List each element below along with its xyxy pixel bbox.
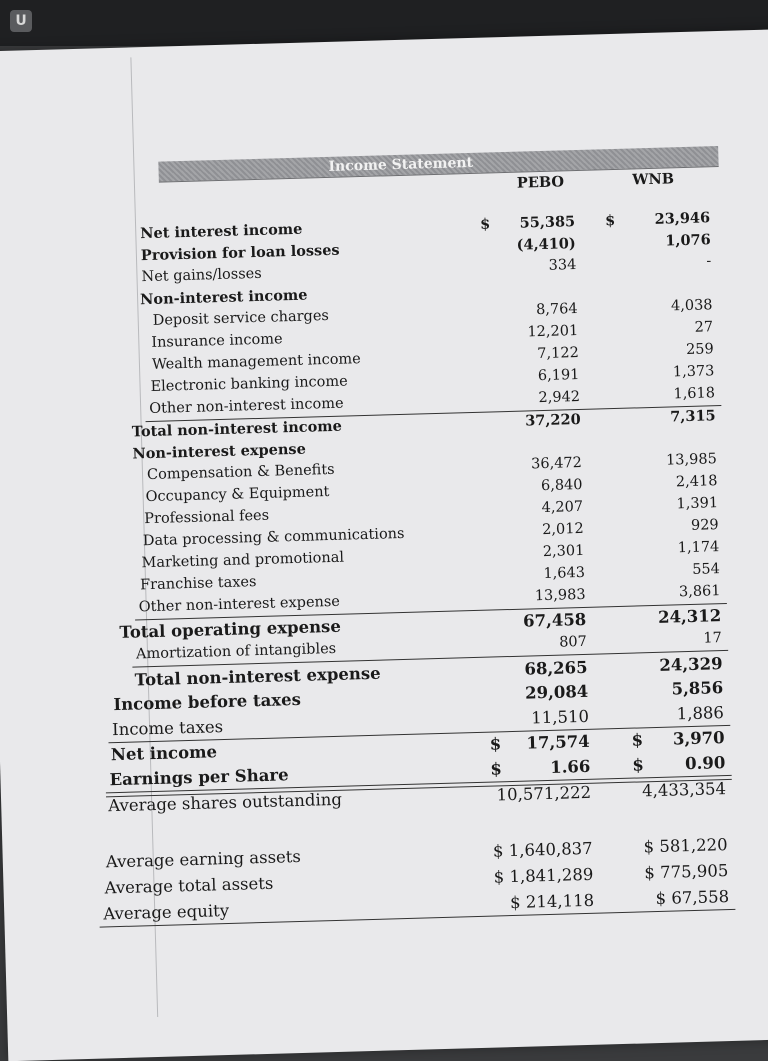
currency-symbol: $ bbox=[631, 730, 644, 750]
pebo-value: 11,510 bbox=[530, 706, 590, 728]
wnb-value: 5,856 bbox=[671, 678, 724, 699]
currency-symbol: $ bbox=[632, 755, 645, 775]
row-label: Average shares outstanding bbox=[108, 789, 343, 816]
row-label: Average total assets bbox=[104, 873, 274, 898]
pebo-value: 1,643 bbox=[543, 564, 586, 583]
column-header-pebo: PEBO bbox=[516, 173, 565, 192]
pebo-value: 6,840 bbox=[540, 476, 583, 495]
currency-symbol: $ bbox=[490, 759, 503, 779]
wnb-value: 7,315 bbox=[669, 407, 716, 426]
pebo-value: 13,983 bbox=[534, 586, 586, 605]
pebo-value: 4,207 bbox=[541, 498, 584, 517]
pebo-value: 17,574 bbox=[526, 731, 590, 753]
wnb-value: 24,329 bbox=[659, 654, 723, 675]
wnb-value: 259 bbox=[685, 341, 714, 358]
wnb-value: 1,618 bbox=[673, 385, 716, 403]
wnb-value: 27 bbox=[694, 319, 714, 336]
wnb-value: 1,076 bbox=[665, 231, 711, 250]
pebo-value: 10,571,222 bbox=[496, 782, 592, 805]
pebo-value: $ 1,841,289 bbox=[493, 864, 594, 887]
row-label: Deposit service charges bbox=[152, 307, 330, 329]
app-tab-icon[interactable]: U bbox=[10, 10, 32, 32]
pebo-value: 8,764 bbox=[535, 301, 578, 319]
row-label: Income taxes bbox=[111, 717, 224, 740]
wnb-value: 4,038 bbox=[670, 297, 713, 315]
row-label: Income before taxes bbox=[113, 689, 302, 715]
row-label: Franchise taxes bbox=[139, 574, 257, 594]
pebo-value: 2,301 bbox=[542, 542, 585, 561]
wnb-value: 3,970 bbox=[672, 728, 725, 749]
wnb-value: $ 775,905 bbox=[644, 861, 729, 883]
wnb-value: 1,391 bbox=[676, 495, 719, 513]
row-label: Insurance income bbox=[151, 331, 283, 351]
row-label: Amortization of intangibles bbox=[135, 640, 337, 663]
pebo-value: (4,410) bbox=[516, 235, 576, 254]
row-label: Net income bbox=[110, 742, 218, 765]
wnb-value: 554 bbox=[692, 561, 721, 578]
pebo-value: 67,458 bbox=[522, 609, 587, 631]
currency-symbol: $ bbox=[479, 215, 491, 233]
wnb-value: - bbox=[706, 253, 712, 270]
currency-symbol: $ bbox=[489, 734, 502, 754]
wnb-value: 4,433,354 bbox=[641, 779, 727, 801]
row-label: Provision for loan losses bbox=[140, 241, 340, 265]
pebo-value: 7,122 bbox=[537, 344, 580, 363]
row-label: Total non-interest income bbox=[131, 417, 343, 441]
pebo-value: 55,385 bbox=[519, 213, 576, 232]
row-label: Other non-interest expense bbox=[138, 593, 341, 616]
pebo-value: 12,201 bbox=[527, 323, 579, 341]
row-label: Occupancy & Equipment bbox=[145, 484, 330, 506]
row-label: Total operating expense bbox=[119, 616, 342, 642]
wnb-value: $ 67,558 bbox=[655, 887, 730, 909]
currency-symbol: $ bbox=[604, 211, 616, 230]
pebo-value: 334 bbox=[548, 257, 577, 274]
pebo-value: $ 214,118 bbox=[509, 890, 595, 913]
row-label: Compensation & Benefits bbox=[146, 461, 335, 484]
pebo-value: 37,220 bbox=[524, 410, 581, 430]
row-label: Earnings per Share bbox=[109, 765, 289, 790]
row-label: Non-interest expense bbox=[132, 440, 307, 463]
row-label: Other non-interest income bbox=[148, 395, 344, 418]
pebo-value: 2,942 bbox=[538, 388, 581, 407]
row-label: Average earning assets bbox=[105, 846, 302, 872]
pebo-value: 807 bbox=[558, 633, 588, 651]
row-label: Data processing & communications bbox=[142, 525, 405, 550]
wnb-value: 2,418 bbox=[675, 473, 718, 491]
wnb-value: 929 bbox=[690, 517, 719, 534]
pebo-value: 2,012 bbox=[542, 520, 584, 539]
wnb-value: 23,946 bbox=[654, 209, 711, 228]
row-label: Total non-interest expense bbox=[134, 663, 381, 690]
wnb-value: 0.90 bbox=[684, 753, 726, 774]
wnb-value: $ 581,220 bbox=[643, 835, 728, 857]
pebo-value: 29,084 bbox=[524, 681, 589, 703]
row-label: Wealth management income bbox=[151, 351, 361, 373]
row-label: Net gains/losses bbox=[141, 265, 262, 286]
row-label: Net interest income bbox=[140, 220, 303, 243]
pebo-value: 36,472 bbox=[530, 454, 583, 473]
column-header-wnb: WNB bbox=[631, 170, 675, 189]
wnb-value: 3,861 bbox=[678, 583, 721, 601]
wnb-value: 1,373 bbox=[672, 363, 715, 381]
wnb-value: 1,174 bbox=[677, 539, 720, 557]
wnb-value: 17 bbox=[703, 630, 723, 647]
pebo-value: 68,265 bbox=[524, 657, 588, 679]
row-label: Average equity bbox=[103, 900, 230, 924]
wnb-value: 24,312 bbox=[657, 606, 722, 627]
wnb-value: 1,886 bbox=[676, 703, 725, 724]
row-label: Professional fees bbox=[144, 507, 270, 528]
pebo-value: 6,191 bbox=[537, 366, 580, 385]
pebo-value: $ 1,640,837 bbox=[492, 838, 593, 861]
wnb-value: 13,985 bbox=[665, 451, 718, 469]
row-label: Marketing and promotional bbox=[141, 549, 345, 572]
row-label: Non-interest income bbox=[139, 286, 308, 309]
row-label: Electronic banking income bbox=[150, 373, 348, 395]
pebo-value: 1.66 bbox=[549, 756, 591, 777]
document-page bbox=[0, 28, 768, 1061]
statement-title: Income Statement bbox=[328, 154, 474, 175]
